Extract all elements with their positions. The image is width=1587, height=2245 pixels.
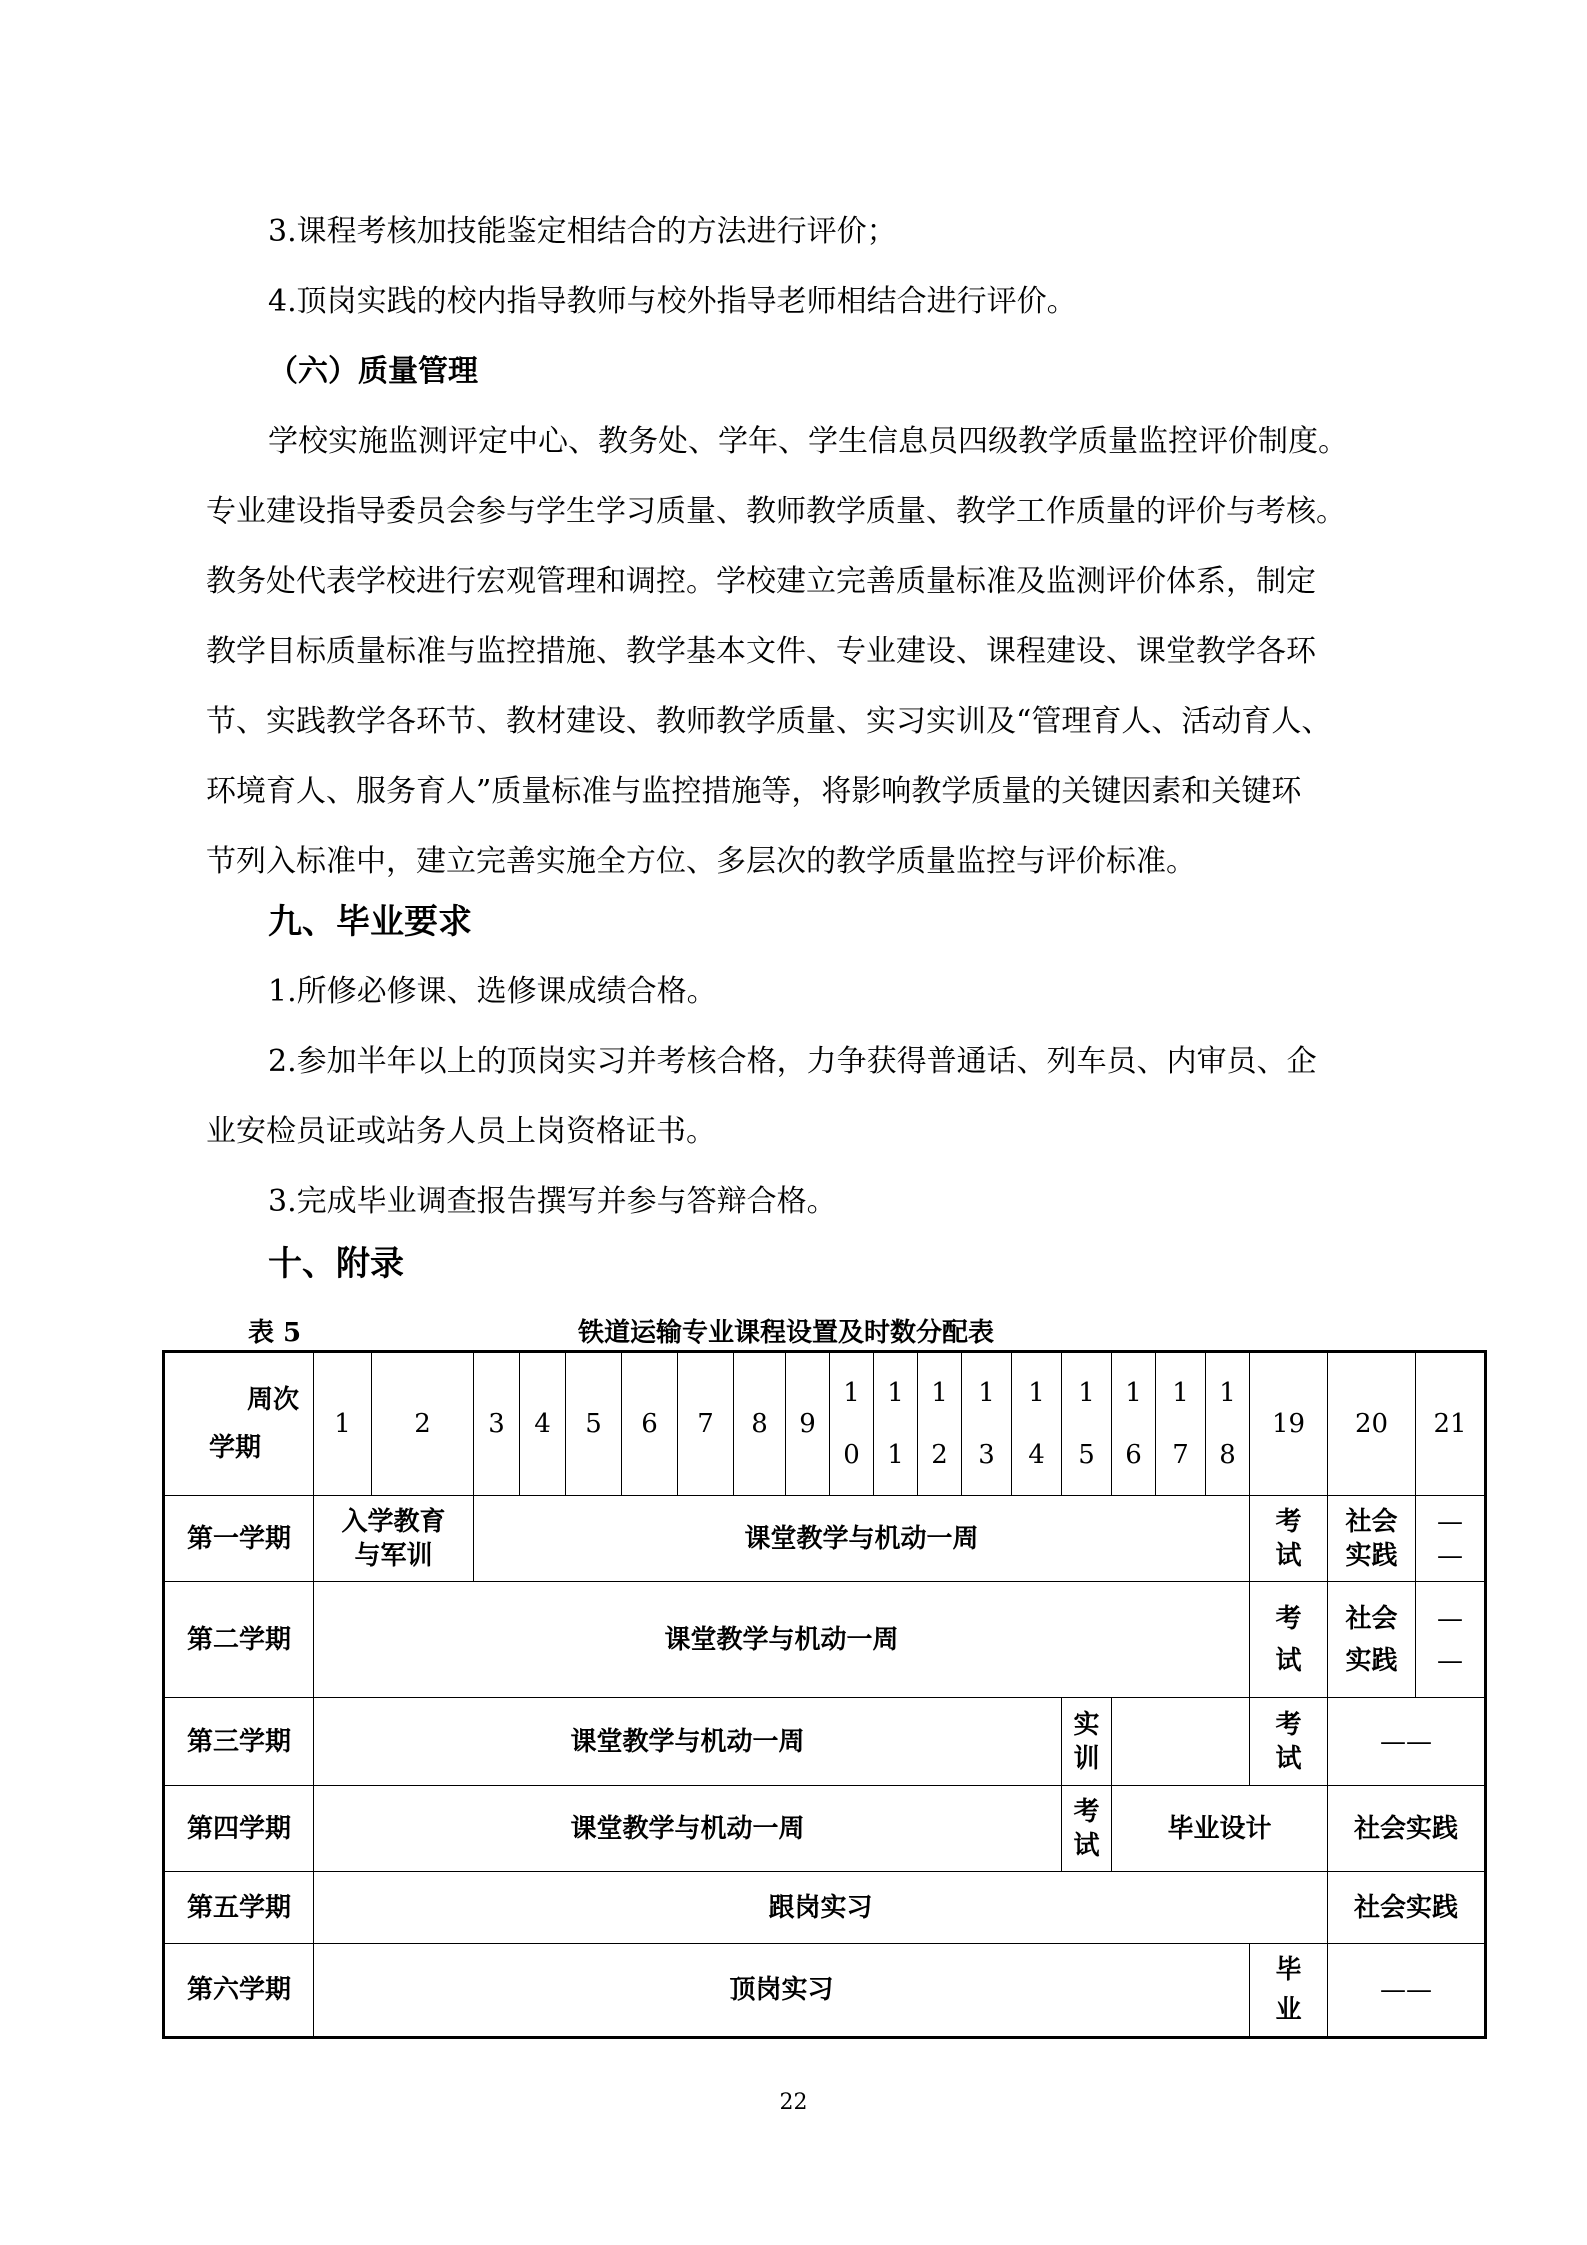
week-20: 20: [1328, 1352, 1416, 1496]
week-12-digit: 2: [931, 1440, 948, 1470]
week-13: [962, 1352, 1012, 1496]
week-16-digit: 1: [1125, 1378, 1142, 1408]
week-14-digit: 1: [1028, 1378, 1045, 1408]
quality-paragraph-line: 学校实施监测评定中心、教务处、学年、学生信息员四级教学质量监控评价制度。: [268, 424, 1348, 459]
dash-cell: [1416, 1496, 1486, 1582]
cell-line: 训: [1073, 1743, 1100, 1774]
week-18: [1206, 1352, 1250, 1496]
social-practice-cell: 社会实践: [1328, 1872, 1486, 1944]
corner-cell: [164, 1352, 314, 1496]
term-row-1: [164, 1496, 1486, 1582]
cell-line: 考: [1275, 1603, 1302, 1634]
term-row-6: [164, 1944, 1486, 2038]
week-15: [1062, 1352, 1112, 1496]
page-number: 22: [779, 2090, 808, 2115]
cell-line: —: [1437, 1540, 1463, 1571]
term-label: 第一学期: [164, 1496, 314, 1582]
cell-line: 社会: [1345, 1603, 1398, 1634]
quality-paragraph-line: 教学目标质量标准与监控措施、教学基本文件、专业建设、课程建设、课堂教学各环: [206, 634, 1316, 669]
quality-paragraph-line: 节列入标准中，建立完善实施全方位、多层次的教学质量监控与评价标准。: [206, 844, 1196, 879]
week-15-digit: 5: [1078, 1440, 1095, 1470]
week-5: 5: [566, 1352, 622, 1496]
dash-cell: ——: [1328, 1698, 1486, 1786]
exam-cell: [1250, 1496, 1328, 1582]
classroom-teaching-cell: 课堂教学与机动一周: [314, 1786, 1062, 1872]
classroom-teaching-cell: 课堂教学与机动一周: [314, 1698, 1062, 1786]
dash-cell: [1416, 1582, 1486, 1698]
week-7: 7: [678, 1352, 734, 1496]
cell-line: 毕: [1275, 1955, 1302, 1985]
week-12-digit: 1: [931, 1378, 948, 1408]
week-15-digit: 1: [1078, 1378, 1095, 1408]
graduation-cell: [1250, 1944, 1328, 2038]
cell-line: 社会: [1345, 1506, 1398, 1537]
week-17: [1156, 1352, 1206, 1496]
week-3: 3: [474, 1352, 520, 1496]
schedule-table: [162, 1350, 1487, 2039]
week-13-digit: 1: [978, 1378, 995, 1408]
corner-term-label: 学期: [209, 1433, 262, 1463]
term-label: 第四学期: [164, 1786, 314, 1872]
follow-internship-cell: 跟岗实习: [314, 1872, 1328, 1944]
cell-line: 业: [1275, 1995, 1302, 2025]
week-14-digit: 4: [1028, 1440, 1045, 1470]
week-18-digit: 1: [1219, 1378, 1236, 1408]
quality-paragraph-line: 环境育人、服务育人”质量标准与监控措施等，将影响教学质量的关键因素和关键环: [206, 774, 1302, 809]
cell-line: 试: [1275, 1743, 1302, 1774]
week-2: 2: [372, 1352, 474, 1496]
cell-line: —: [1437, 1603, 1463, 1634]
week-12: [918, 1352, 962, 1496]
cell-line: 考: [1073, 1796, 1100, 1827]
corner-week-label: 周次: [246, 1385, 299, 1415]
term-row-5: [164, 1872, 1486, 1944]
table-label: 表 5: [248, 1318, 302, 1348]
week-11: [874, 1352, 918, 1496]
section-heading-graduation: 九、毕业要求: [268, 902, 472, 942]
week-14: [1012, 1352, 1062, 1496]
cell-line: 实: [1073, 1709, 1100, 1740]
week-13-digit: 3: [978, 1440, 995, 1470]
grad-item-2: 2.参加半年以上的顶岗实习并考核合格，力争获得普通话、列车员、内审员、企: [268, 1044, 1317, 1079]
week-11-digit: 1: [887, 1378, 904, 1408]
section-heading-appendix: 十、附录: [268, 1244, 404, 1284]
grad-item-2-cont: 业安检员证或站务人员上岗资格证书。: [206, 1114, 716, 1149]
week-1: 1: [314, 1352, 372, 1496]
exam-cell: [1062, 1786, 1112, 1872]
cell-line: —: [1437, 1645, 1463, 1676]
cell-line: 试: [1275, 1540, 1302, 1571]
term-label: 第五学期: [164, 1872, 314, 1944]
quality-paragraph-line: 节、实践教学各环节、教材建设、教师教学质量、实习实训及“管理育人、活动育人、: [206, 704, 1332, 739]
cell-line: 考: [1275, 1709, 1302, 1740]
exam-cell: [1250, 1582, 1328, 1698]
quality-paragraph-line: 专业建设指导委员会参与学生学习质量、教师教学质量、教学工作质量的评价与考核。: [206, 494, 1346, 529]
cell-line: 与军训: [354, 1540, 433, 1571]
week-10-digit: 1: [843, 1378, 860, 1408]
eval-item-3: 3.课程考核加技能鉴定相结合的方法进行评价；: [268, 214, 897, 249]
enrollment-training-cell: [314, 1496, 474, 1582]
week-17-digit: 7: [1172, 1440, 1189, 1470]
internship-cell: 顶岗实习: [314, 1944, 1250, 2038]
week-16: [1112, 1352, 1156, 1496]
week-10-digit: 0: [843, 1440, 860, 1470]
cell-line: —: [1437, 1506, 1463, 1537]
term-label: 第二学期: [164, 1582, 314, 1698]
week-11-digit: 1: [887, 1440, 904, 1470]
term-row-3: [164, 1698, 1486, 1786]
week-21: 21: [1416, 1352, 1486, 1496]
social-practice-cell: [1328, 1496, 1416, 1582]
empty-cell: [1112, 1698, 1250, 1786]
graduation-design-cell: 毕业设计: [1112, 1786, 1328, 1872]
dash-cell: ——: [1328, 1944, 1486, 2038]
section-heading-quality: （六）质量管理: [268, 354, 478, 389]
week-4: 4: [520, 1352, 566, 1496]
classroom-teaching-cell: 课堂教学与机动一周: [474, 1496, 1250, 1582]
week-19: 19: [1250, 1352, 1328, 1496]
grad-item-1: 1.所修必修课、选修课成绩合格。: [268, 974, 717, 1009]
grad-item-3: 3.完成毕业调查报告撰写并参与答辩合格。: [268, 1184, 837, 1219]
week-6: 6: [622, 1352, 678, 1496]
quality-paragraph-line: 教务处代表学校进行宏观管理和调控。学校建立完善质量标准及监测评价体系，制定: [206, 564, 1316, 599]
cell-line: 实践: [1345, 1540, 1398, 1571]
exam-cell: [1250, 1698, 1328, 1786]
week-17-digit: 1: [1172, 1378, 1189, 1408]
cell-line: 试: [1073, 1830, 1100, 1861]
term-row-2: [164, 1582, 1486, 1698]
cell-line: 试: [1275, 1645, 1302, 1676]
social-practice-cell: [1328, 1582, 1416, 1698]
week-8: 8: [734, 1352, 786, 1496]
training-cell: [1062, 1698, 1112, 1786]
week-16-digit: 6: [1125, 1440, 1142, 1470]
cell-line: 入学教育: [341, 1506, 446, 1537]
week-9: 9: [786, 1352, 830, 1496]
classroom-teaching-cell: 课堂教学与机动一周: [314, 1582, 1250, 1698]
term-label: 第三学期: [164, 1698, 314, 1786]
week-18-digit: 8: [1219, 1440, 1236, 1470]
cell-line: 考: [1275, 1506, 1302, 1537]
week-10: [830, 1352, 874, 1496]
term-row-4: [164, 1786, 1486, 1872]
week-header-row: [164, 1352, 1486, 1496]
social-practice-cell: 社会实践: [1328, 1786, 1486, 1872]
cell-line: 实践: [1345, 1645, 1398, 1676]
term-label: 第六学期: [164, 1944, 314, 2038]
table-title: 铁道运输专业课程设置及时数分配表: [578, 1318, 995, 1348]
eval-item-4: 4.顶岗实践的校内指导教师与校外指导老师相结合进行评价。: [268, 284, 1077, 319]
